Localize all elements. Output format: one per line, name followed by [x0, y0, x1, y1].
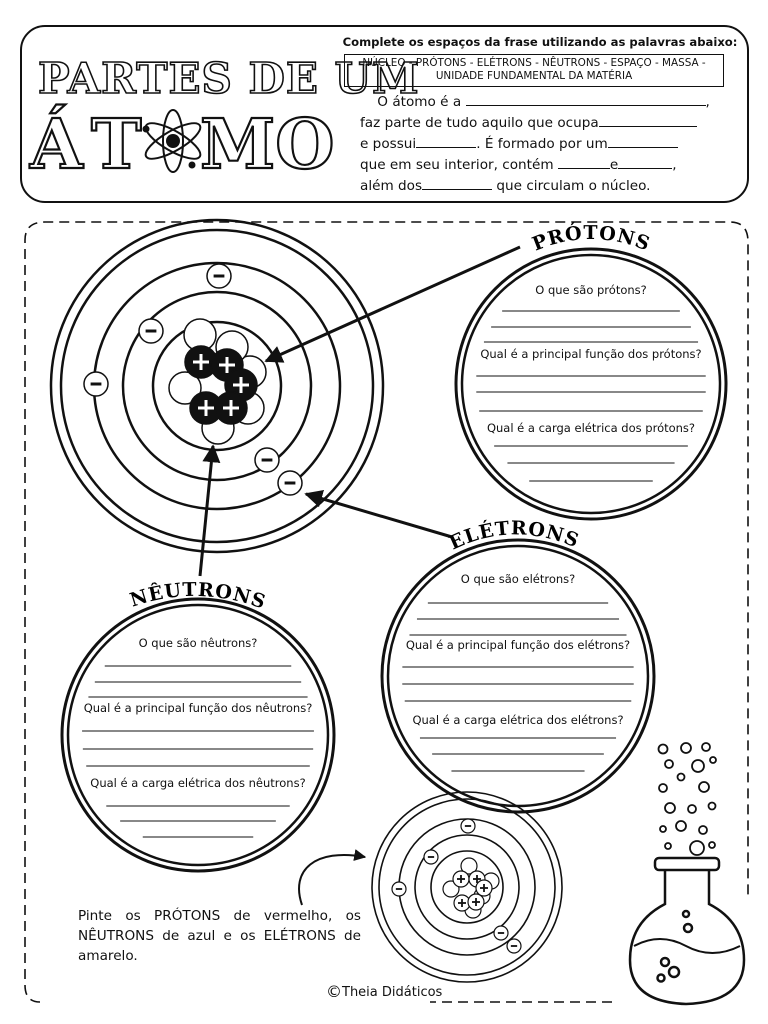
- electrons-question-1: O que são elétrons?: [460, 572, 576, 586]
- nucleus: [169, 319, 266, 444]
- word-bank-line-2: UNIDADE FUNDAMENTAL DA MATÉRIA: [435, 70, 633, 82]
- proton: [468, 894, 484, 910]
- instruction-text: Complete os espaços da frase utilizando as palavras abaixo:: [342, 35, 738, 49]
- title-line-1: PARTES DE UM: [38, 54, 420, 103]
- protons-label: PRÓTONS: [529, 221, 654, 256]
- small-atom-diagram: [372, 792, 562, 982]
- proton: [453, 871, 469, 887]
- sentence-text: ,: [705, 94, 710, 110]
- neutrons-question-2: Qual é a principal função dos nêutrons?: [83, 701, 313, 715]
- blank-field[interactable]: [599, 114, 697, 127]
- electron: [507, 939, 521, 953]
- sentence-text: e: [609, 157, 619, 173]
- arrow-to-neutron: [200, 446, 213, 576]
- electron: [494, 926, 508, 940]
- fill-in-sentence: [360, 92, 720, 197]
- sentence-text: . É formado por um: [476, 136, 608, 152]
- title-letter-a: Á: [30, 105, 83, 185]
- electron: [461, 819, 475, 833]
- bubbles-icon: [659, 743, 717, 855]
- neutrons-question-3: Qual é a carga elétrica dos nêutrons?: [90, 776, 306, 790]
- blank-field[interactable]: [558, 156, 610, 169]
- neutrons-label: NÊUTRONS: [127, 578, 269, 614]
- electron: [207, 264, 231, 288]
- protons-question-1: O que são prótons?: [535, 283, 647, 297]
- electrons-question-2: Qual é a principal função dos elétrons?: [405, 638, 631, 652]
- proton: [476, 880, 492, 896]
- atom-icon: [141, 110, 205, 172]
- sentence-text: e possui: [360, 136, 417, 152]
- title-letter-t: T: [91, 105, 142, 185]
- protons-answer-lines: [476, 311, 705, 481]
- blank-field[interactable]: [618, 156, 672, 169]
- paint-instruction: Pinte os PRÓTONS de vermelho, os NÊUTRONS de azul e os ELÉTRONS de amarelo.: [78, 908, 361, 964]
- proton: [215, 392, 247, 424]
- credit: [326, 982, 442, 1001]
- word-bank: [344, 54, 724, 87]
- word-bank-line-1: NÚCLEO - PRÓTONS - ELÉTRONS - NÊUTRONS - ESPAÇO - MASSA -: [362, 57, 706, 69]
- electron: [424, 850, 438, 864]
- neutrons-answer-lines: [82, 666, 314, 837]
- sentence-text: além dos: [360, 178, 423, 194]
- blank-field[interactable]: [466, 93, 706, 106]
- electron: [255, 448, 279, 472]
- sentence-text: que em seu interior, contém: [360, 157, 554, 173]
- credit-text: Theia Didáticos: [342, 985, 443, 1000]
- electrons-answer-lines: [402, 603, 633, 771]
- title-letters-mo: MO: [200, 105, 335, 185]
- sentence-text: O átomo é a: [377, 94, 462, 110]
- copyright-icon: ©: [326, 982, 342, 1001]
- protons-question-2: Qual é a principal função dos prótons?: [480, 347, 702, 361]
- small-nucleus: [443, 858, 499, 918]
- blank-field[interactable]: [416, 135, 476, 148]
- electron: [278, 471, 302, 495]
- electrons-label: ELÉTRONS: [445, 517, 583, 555]
- electron: [84, 372, 108, 396]
- blank-field[interactable]: [422, 177, 492, 190]
- sentence-text: faz parte de tudo aquilo que ocupa: [360, 115, 599, 131]
- electron: [139, 319, 163, 343]
- sentence-text: ,: [672, 157, 677, 173]
- curved-arrow: [299, 855, 365, 905]
- flask-icon: [630, 858, 744, 1004]
- blank-field[interactable]: [608, 135, 678, 148]
- sentence-text: que circulam o núcleo.: [496, 178, 651, 194]
- arrow-to-electron: [306, 494, 452, 537]
- electron: [392, 882, 406, 896]
- neutrons-question-1: O que são nêutrons?: [138, 636, 258, 650]
- electrons-question-3: Qual é a carga elétrica dos elétrons?: [412, 713, 624, 727]
- protons-question-3: Qual é a carga elétrica dos prótons?: [486, 421, 696, 435]
